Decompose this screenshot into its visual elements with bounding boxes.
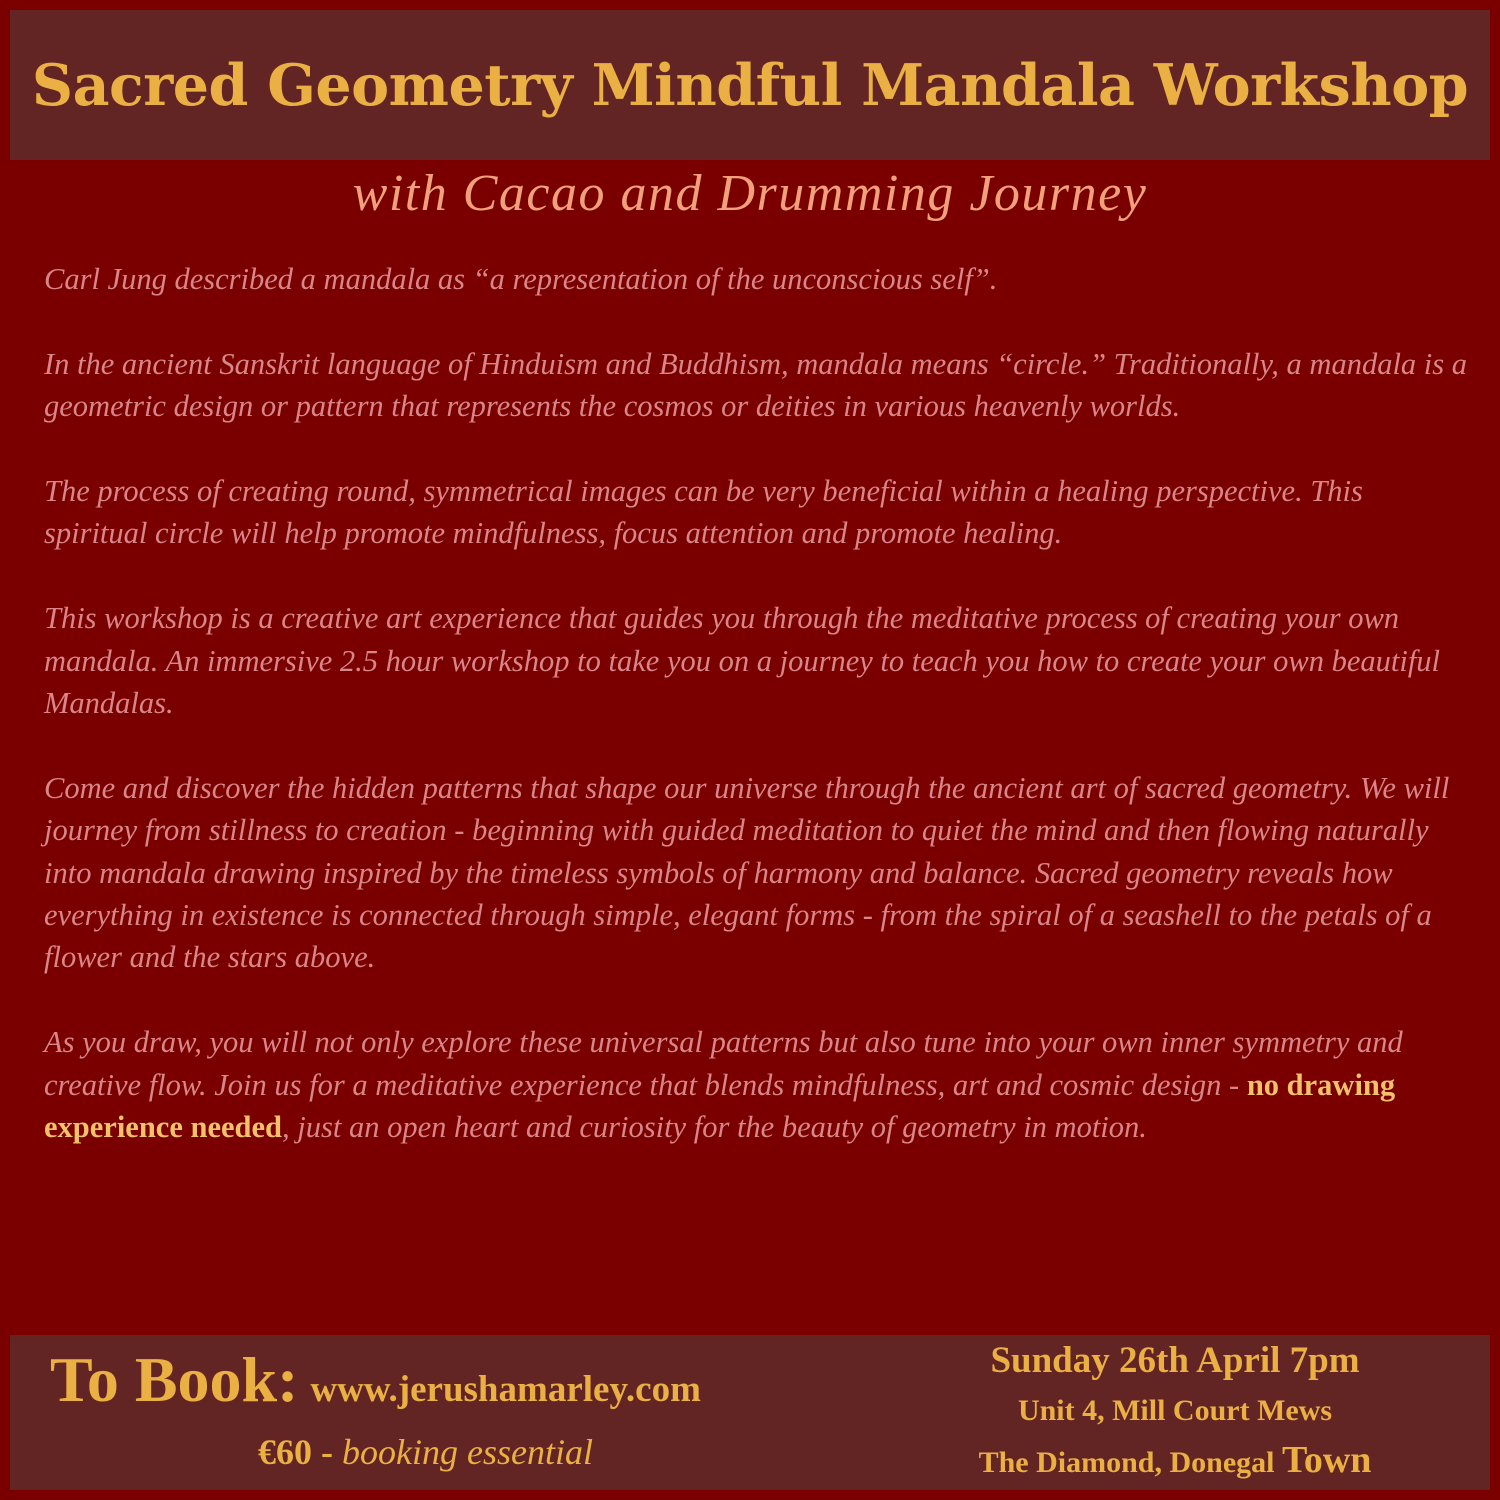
paragraph-jung: Carl Jung described a mandala as “a representation of the unconscious self”.: [44, 262, 998, 296]
paragraph-workshop: This workshop is a creative art experience that guides you through the meditative process of creating your own mandala. An immersive 2.5 hour workshop to take you on a journey to teach you how to create your own beautiful Mandalas.: [44, 601, 1441, 721]
event-date: Sunday 26th April 7pm: [990, 1340, 1360, 1381]
no-experience-highlight: no drawing experience needed: [44, 1067, 1396, 1145]
price-line: [258, 1431, 593, 1473]
event-address-line2-main: The Diamond, Donegal: [978, 1446, 1275, 1479]
paragraph-draw-start: As you draw, you will not only explore these universal patterns but also tune into your own inner symmetry and creative flow. Join us for a meditative experience that blends mindfulness, art and cosmic design -: [44, 1025, 1403, 1102]
title-banner: [10, 10, 1490, 160]
booking-website-link[interactable]: www.jerushamarley.com: [310, 1369, 701, 1410]
paragraph-process: The process of creating round, symmetrical images can be very beneficial within a healing perspective. This spiritual circle will help promote mindfulness, focus attention and promote healing.: [44, 474, 1363, 551]
booking-line: [50, 1343, 701, 1417]
event-details: [910, 1335, 1440, 1482]
event-address-line1: Unit 4, Mill Court Mews: [1017, 1394, 1333, 1427]
to-book-label: To Book:: [50, 1344, 299, 1415]
price: €60 -: [258, 1432, 333, 1472]
price-note: booking essential: [342, 1432, 593, 1472]
event-address-line2: [910, 1438, 1440, 1482]
page-title: Sacred Geometry Mindful Mandala Workshop: [31, 51, 1469, 119]
description-body: [44, 258, 1469, 1191]
footer-banner: [10, 1335, 1490, 1490]
paragraph-draw-end: , just an open heart and curiosity for the beauty of geometry in motion.: [282, 1110, 1147, 1145]
paragraph-draw: [44, 1021, 1469, 1148]
page-subtitle: with Cacao and Drumming Journey: [352, 165, 1148, 222]
paragraph-discover: Come and discover the hidden patterns that shape our universe through the ancient art of sacred geometry. We will journey from stillness to creation - beginning with guided meditation to quiet the mind and then flowing naturally into mandala drawing inspired by the timeless symbols of harmony and balance. Sacred geometry reveals how everything in existence is connected through simple, elegant forms - from the spiral of a seashell to the petals of a flower and the stars above.: [44, 770, 1450, 975]
paragraph-sanskrit: In the ancient Sanskrit language of Hinduism and Buddhism, mandala means “circle.” Traditionally, a mandala is a geometric design or pattern that represents the cosmos or deities in various heavenly worlds.: [44, 346, 1468, 424]
event-address-town: Town: [1281, 1439, 1372, 1481]
